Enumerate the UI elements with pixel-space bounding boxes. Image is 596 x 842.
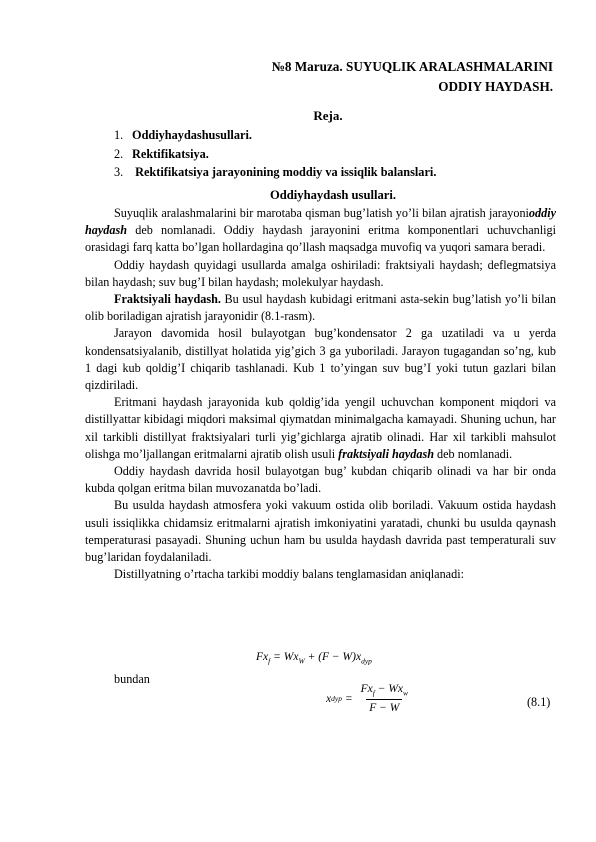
paragraph-text: deb nomlanadi. bbox=[434, 446, 513, 461]
plan-item-number: 2. bbox=[114, 146, 124, 161]
eq-subscript: w bbox=[403, 688, 409, 698]
eq-term: Fx bbox=[360, 683, 373, 695]
eq-subscript: dyp bbox=[361, 656, 372, 666]
paragraph: Oddiy haydash quyidagi usullarda amalga oshiriladi: fraktsiyali haydash; deflegmatsiya bilan haydash; suv bug’I bilan haydash; molekulyar haydash. bbox=[85, 257, 556, 289]
plan-list bbox=[114, 126, 436, 182]
eq-term: x bbox=[326, 692, 332, 705]
term-fraktsiyali-haydash: Fraktsiyali haydash. bbox=[114, 292, 221, 307]
eq-subscript: dyp bbox=[331, 694, 342, 704]
term-oddiy-haydash: oddiy haydash bbox=[85, 206, 556, 238]
paragraph: Distillyatning o’rtacha tarkibi moddiy balans tenglamasidan aniqlanadi: bbox=[114, 567, 464, 582]
fraction-numerator bbox=[358, 683, 411, 699]
eq-term: = bbox=[341, 692, 353, 705]
plan-item-number: 3. bbox=[114, 165, 124, 179]
plan-item-number: 1. bbox=[114, 128, 124, 142]
eq-term: Fx bbox=[256, 651, 269, 663]
plan-item-text: Rektifikatsiya. bbox=[132, 146, 209, 161]
plan-heading: Reja. bbox=[313, 108, 343, 123]
title-line-2: ODDIY HAYDASH. bbox=[438, 79, 553, 94]
material-balance-equation bbox=[256, 651, 372, 665]
eq-subscript: f bbox=[268, 656, 271, 666]
paragraph-text: Eritmani haydash jarayonida kub qoldig’ida yengil uchuvchan komponent miqdori va distillyattar kibidagi miqdori maksimal qiymatdan minimalgacha kamayadi. Shuning uchun, har xil tarkibli distillyat fraktsiyalari turli yig’gichlarga ajratib olinadi. Har xil tarkibli mahsulot olishga mo’ljallangan eritmalarni ajratib olish usuli bbox=[85, 395, 556, 461]
eq-term: + (F − W)x bbox=[304, 651, 362, 663]
plan-item bbox=[114, 126, 436, 145]
term-fraktsiyali-haydash-italic: fraktsiyali haydash bbox=[338, 446, 434, 461]
fraction bbox=[358, 683, 411, 714]
paragraph bbox=[85, 205, 556, 257]
paragraph-text: Bu usul haydash kubidagi eritmani asta-sekin bug’latish yo’li bilan olib boriladigan ajratish jarayonidir (8.1-rasm). bbox=[85, 292, 556, 324]
paragraph bbox=[85, 394, 556, 463]
distillate-composition-equation bbox=[326, 683, 411, 714]
paragraph-text: Suyuqlik aralashmalarini bir marotaba qisman bug’latish yo’li bilan ajratish jarayoni bbox=[114, 206, 529, 220]
paragraph bbox=[85, 291, 556, 325]
plan-item-text: Rektifikatsiya jarayonining moddiy va issiqlik balanslari. bbox=[132, 165, 437, 179]
plan-item-text: Oddiyhaydashusullari. bbox=[132, 128, 252, 142]
eq-subscript: W bbox=[298, 656, 305, 666]
title-line-1: №8 Maruza. SUYUQLIK ARALASHMALARINI bbox=[271, 59, 553, 74]
eq-term: = Wx bbox=[270, 651, 299, 663]
paragraph: Oddiy haydash davrida hosil bulayotgan bug’ kubdan chiqarib olinadi va har bir onda kubda qolgan eritma bilan muvozanatda bo’ladi. bbox=[85, 464, 556, 496]
eq-subscript: f bbox=[372, 688, 375, 698]
paragraph: Bu usulda haydash atmosfera yoki vakuum ostida olib boriladi. Vakuum ostida haydash usuli issiqlikka chidamsiz eritmalarni ajratish imkoniyatini yaratadi, chunki bu usulda qaynash temperaturasi pasayadi. Shuning uchun ham bu usulda haydash davrida past temperaturali suv bug’laridan foydalaniladi. bbox=[85, 498, 556, 565]
eq-term: − Wx bbox=[374, 683, 404, 695]
equation-number: (8.1) bbox=[527, 695, 551, 709]
plan-item bbox=[114, 163, 436, 182]
paragraph-text: deb nomlanadi. Oddiy haydash jarayonini eritma komponentlari uchuvchanligi orasidagi farq katta bo’lgan hollardagina qo’llash maqsadga muvofiq va yuqori samara beradi. bbox=[85, 223, 556, 255]
section-heading: Oddiyhaydash usullari. bbox=[270, 188, 396, 202]
plan-item bbox=[114, 145, 436, 164]
paragraph: Jarayon davomida hosil bulayotgan bug’kondensator 2 ga uzatiladi va u yerda kondensatsiyalanib, distillyat holatida yig’gich 3 ga yuboriladi. Jarayon tugagandan so’ng, kub 1 dagi kub qoldig’I chiqarib tashlanadi. Kub 1 to’yingan suv bug’I yoki tutun gazlari bilan qizdiriladi. bbox=[85, 326, 556, 393]
bundan-label: bundan bbox=[114, 672, 150, 686]
lecture-title bbox=[223, 57, 553, 97]
fraction-denominator: F − W bbox=[366, 699, 402, 714]
section-body bbox=[85, 205, 556, 583]
